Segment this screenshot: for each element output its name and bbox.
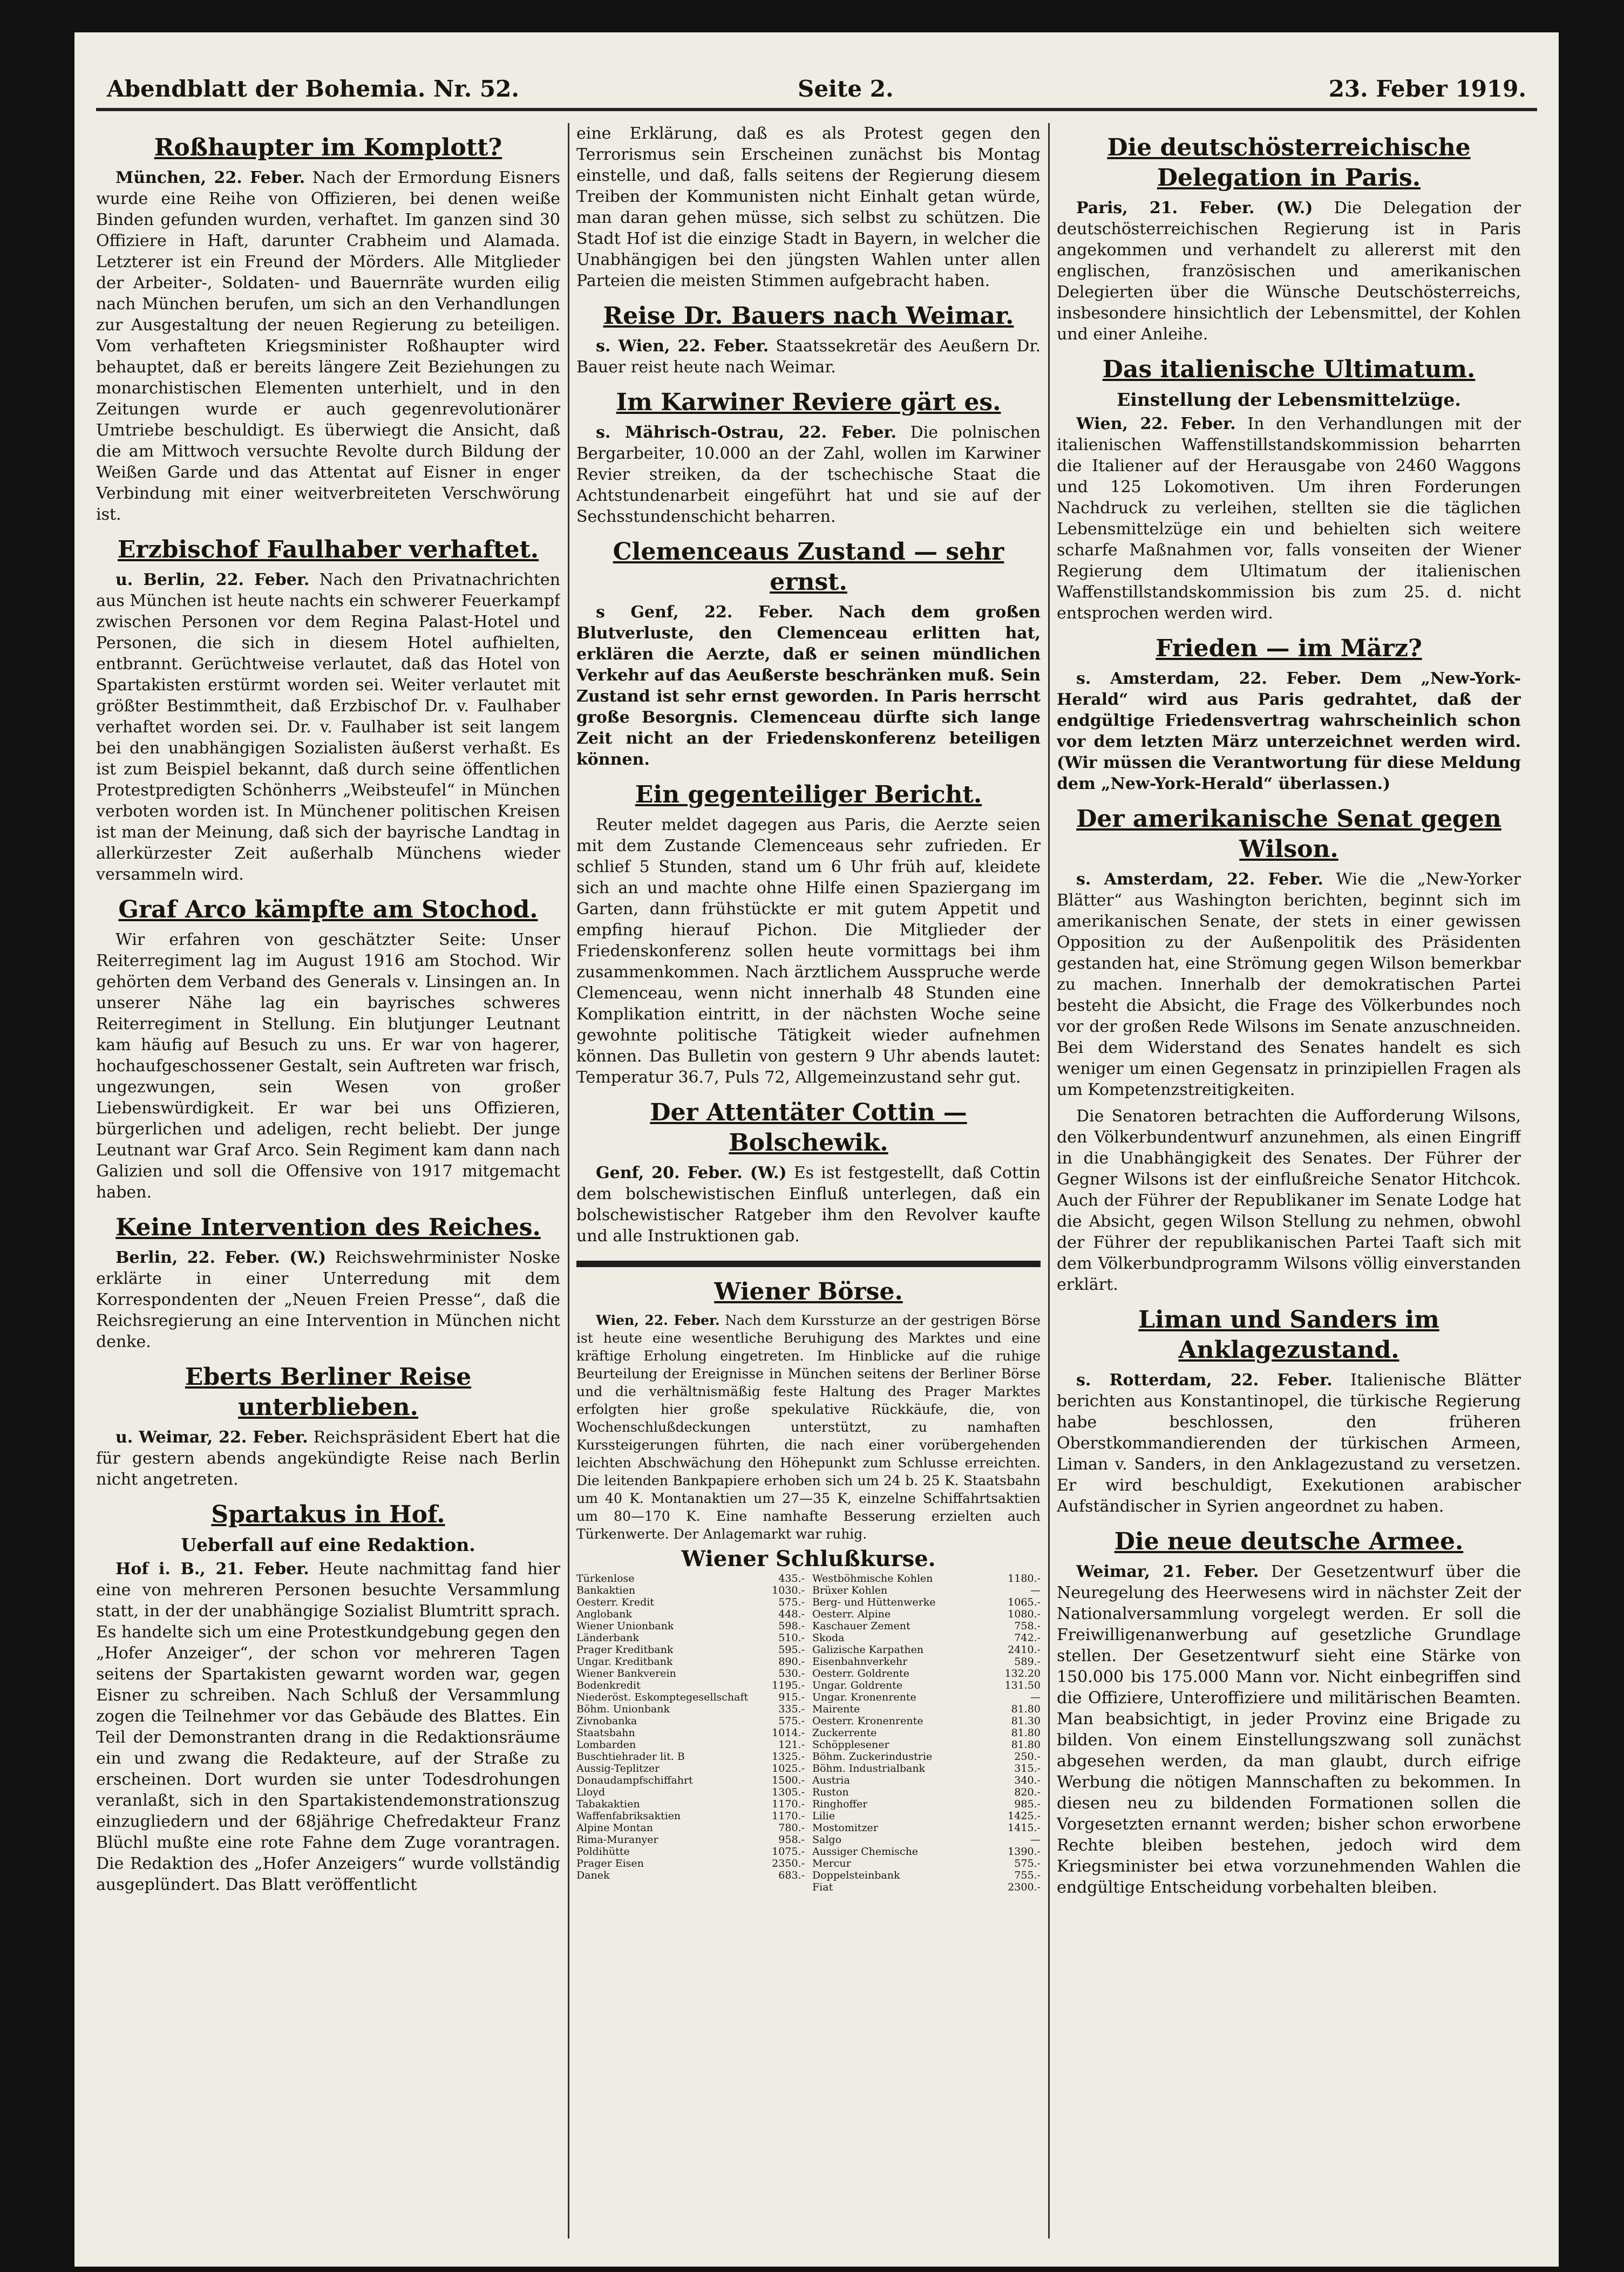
- security-name: Eisenbahnverkehr: [812, 1656, 908, 1668]
- price-row: [812, 1763, 1041, 1774]
- headline: Spartakus in Hof.: [211, 1501, 445, 1528]
- price-row: [576, 1846, 805, 1858]
- security-name: Niederöst. Eskomptegesellschaft: [576, 1691, 749, 1703]
- dateline: München, 22. Feber.: [115, 168, 305, 187]
- security-name: Austria: [812, 1774, 850, 1786]
- security-name: Mercur: [812, 1858, 851, 1869]
- price-row: [576, 1834, 805, 1846]
- security-price: 890.-: [778, 1656, 805, 1668]
- article: [96, 1500, 560, 1895]
- security-price: 742.-: [1014, 1632, 1041, 1644]
- dateline: Wien, 22. Feber.: [1076, 414, 1236, 433]
- security-price: 575.-: [778, 1596, 805, 1608]
- headline: Reise Dr. Bauers nach Weimar.: [603, 302, 1014, 330]
- price-row: [812, 1810, 1041, 1822]
- article-body: [576, 1162, 1041, 1247]
- article-text: Reuter meldet dagegen aus Paris, die Aerzte seien mit dem Zustande Clemenceaus sehr zufrieden. Er schlief 5 Stunden, stand um 6 Uhr früh auf, kleidete sich an und machte ohne Hilfe einen Spaziergang im Garten, dann frühstückte er mit gutem Appetit und empfing hierauf Pichon. Die Mitglieder der Friedenskonferenz sollen heute vormittags bei ihm zusammenkommen. Nach ärztlichem Ausspruche werde Clemenceau, wenn nicht innerhalb 48 Stunden eine Komplikation eintritt, in der nächsten Woche seine gewohnte politische Tätigkeit wieder aufnehmen können. Das Bulletin von gestern 9 Uhr abends lautet: Temperatur 36.7, Puls 72, Allgemeinzustand sehr gut.: [576, 815, 1041, 1087]
- security-name: Bodenkredit: [576, 1679, 641, 1691]
- security-price: 250.-: [1014, 1751, 1041, 1763]
- article-text: Die Senatoren betrachten die Aufforderung Wilsons, den Völkerbundentwurf anzunehmen, als einen Eingriff in die Unabhängigkeit des Senates. Der Führer der Gegner Wilsons ist der einflußreiche Senator Hitchcok. Auch der Führer der Republikaner im Senate Lodge hat die Absicht, gegen Wilson Stellung zu nehmen, obwohl der Führer der republikanischen Partei Taaft sich mit dem Völkerbundprogramm Wilsons völlig einverstanden erklärt.: [1057, 1107, 1521, 1294]
- price-row: [576, 1691, 805, 1703]
- article: [1057, 1527, 1521, 1898]
- dateline: Wien, 22. Feber.: [596, 1312, 720, 1328]
- headline: Liman und Sanders im Anklagezustand.: [1138, 1306, 1439, 1364]
- security-name: Böhm. Industrialbank: [812, 1763, 926, 1774]
- price-row: [812, 1584, 1041, 1596]
- security-price: 2410.-: [1008, 1644, 1041, 1656]
- security-name: Berg- und Hüttenwerke: [812, 1596, 936, 1608]
- column-rule: [1048, 123, 1050, 2239]
- security-price: 1425.-: [1008, 1810, 1041, 1822]
- security-price: 121.-: [778, 1739, 805, 1751]
- security-price: 510.-: [778, 1632, 805, 1644]
- security-price: 755.-: [1014, 1869, 1041, 1881]
- article-text: Reichswehrminister Noske erklärte in einer Unterredung mit dem Korrespondenten der „Neuen Freien Presse“, daß die Reichsregierung an eine Intervention in München nicht denke.: [96, 1248, 560, 1351]
- security-price: 589.-: [1014, 1656, 1041, 1668]
- price-row: [576, 1727, 805, 1739]
- security-name: Türkenlose: [576, 1573, 635, 1584]
- masthead: Abendblatt der Bohemia. Nr. 52.: [107, 76, 519, 102]
- article-body: [96, 1559, 560, 1895]
- price-row: [812, 1774, 1041, 1786]
- security-name: Lloyd: [576, 1786, 606, 1798]
- security-name: Tabakaktien: [576, 1798, 640, 1810]
- subheadline: Einstellung der Lebensmittelzüge.: [1117, 389, 1461, 410]
- article-text: Die polnischen Bergarbeiter, 10.000 an der Zahl, wollen im Karwiner Revier streiken, da der tschechische Staat die Achtstundenarbeit eingeführt hat und sie auf der Sechsstundenschicht beharren.: [576, 423, 1041, 526]
- article-text: Nach dem Kurssturze an der gestrigen Börse ist heute eine wesentliche Beruhigung des Marktes und eine kräftige Erholung eingetreten. Im Hinblicke auf die ruhige Beurteilung der Ereignisse in München seitens der Berliner Börse und die verhältnismäßig feste Haltung des Prager Marktes erfolgten hier große spekulative Rückkäufe, die, von Wochenschlußdeckungen unterstützt, zu namhaften Kurssteigerungen führten, die nach einer vorübergehenden leichten Abschwächung den Höhepunkt zum Schlusse erreichten. Die leitenden Bankpapiere erhoben sich um 24 b. 25 K. Staatsbahn um 40 K. Montanaktien um 27—35 K, einzelne Schiffahrtsaktien um 80—170 K. Eine namhafte Besserung erzielten auch Türkenwerte. Der Anlagemarkt war ruhig.: [576, 1312, 1041, 1542]
- price-row: [812, 1822, 1041, 1834]
- article: [1057, 133, 1521, 345]
- security-name: Alpine Montan: [576, 1822, 653, 1834]
- price-row: [812, 1846, 1041, 1858]
- security-price: 335.-: [778, 1703, 805, 1715]
- security-price: 915.-: [778, 1691, 805, 1703]
- security-name: Poldihütte: [576, 1846, 630, 1858]
- article-body: [1057, 668, 1521, 794]
- security-price: 1170.-: [772, 1810, 805, 1822]
- article: [1057, 1305, 1521, 1517]
- article-body: [1057, 413, 1521, 624]
- article: [1057, 355, 1521, 624]
- price-row: [576, 1656, 805, 1668]
- article: [96, 895, 560, 1203]
- security-price: 780.-: [778, 1822, 805, 1834]
- security-name: Waffenfabriksaktien: [576, 1810, 681, 1822]
- article-body: [576, 1311, 1041, 1543]
- price-row: [576, 1632, 805, 1644]
- price-row: [576, 1608, 805, 1620]
- price-row: [576, 1739, 805, 1751]
- article-body: [576, 336, 1041, 378]
- security-price: 683.-: [778, 1869, 805, 1881]
- price-row: [576, 1858, 805, 1869]
- article-text: Nach dem großen Blutverluste, den Clemenceau erlitten hat, erklären die Aerzte, daß er seinen mündlichen Verkehr auf das Aeußerste beschränken muß. Sein Zustand ist sehr ernst geworden. In Paris herrscht große Besorgnis. Clemenceau dürfte sich lange Zeit nicht an der Friedenskonferenz beteiligen können.: [576, 603, 1041, 769]
- security-name: Mostomitzer: [812, 1822, 878, 1834]
- security-price: 448.-: [778, 1608, 805, 1620]
- security-price: 435.-: [778, 1573, 805, 1584]
- article-body: [1057, 869, 1521, 1100]
- dateline: s. Wien, 22. Feber.: [596, 337, 769, 356]
- security-name: Ungar. Kreditbank: [576, 1656, 673, 1668]
- security-price: 132.20: [1004, 1668, 1041, 1679]
- dateline: s Genf, 22. Feber.: [596, 603, 814, 622]
- security-name: Schöpplesener: [812, 1739, 889, 1751]
- dateline: s. Mährisch-Ostrau, 22. Feber.: [596, 423, 896, 442]
- prices-column-right: [812, 1573, 1041, 1893]
- security-price: 575.-: [1014, 1858, 1041, 1869]
- price-row: [812, 1786, 1041, 1798]
- price-row: [576, 1751, 805, 1763]
- article-text: Heute nachmittag fand hier eine von mehreren Personen besuchte Versammlung statt, in der der unabhängige Sozialist Blumtritt sprach. Es handelte sich um eine Protestkundgebung gegen den „Hofer Anzeiger“, der schon vor mehreren Tagen seitens der Spartakisten gewarnt worden war, gegen Eisner zu schreiben. Nach Schluß der Versammlung zogen die Teilnehmer vor das Gebäude des Blattes. Ein Teil der Demonstranten drang in die Redaktionsräume ein und zwang die Redakteure, auf der Straße zu erscheinen. Dort wurden sie unter Todesdrohungen veranlaßt, sich in den Spartakistendemonstrationszug einzugliedern und der 68jährige Chefredakteur Franz Blüchl mußte eine rote Fahne dem Zuge vorantragen. Die Redaktion des „Hofer Anzeigers“ wurde vollständig ausgeplündert. Das Blatt veröffentlicht: [96, 1560, 560, 1894]
- price-row: [812, 1834, 1041, 1846]
- price-row: [576, 1703, 805, 1715]
- security-price: 530.-: [778, 1668, 805, 1679]
- security-price: —: [1030, 1691, 1041, 1703]
- headline: Roßhaupter im Komplott?: [154, 134, 502, 161]
- article-text: Reichspräsident Ebert hat die für gestern abends angekündigte Reise nach Berlin nicht angetreten.: [96, 1428, 560, 1489]
- price-row: [576, 1644, 805, 1656]
- dateline: Weimar, 21. Feber.: [1076, 1562, 1259, 1581]
- security-name: Ungar. Kronenrente: [812, 1691, 916, 1703]
- security-name: Oesterr. Kredit: [576, 1596, 655, 1608]
- price-row: [812, 1691, 1041, 1703]
- article-text: In den Verhandlungen mit der italienischen Waffenstillstandskommission beharrten die Italiener auf der Herausgabe von 2460 Waggons und 125 Lokomotiven. Um ihren Forderungen Nachdruck zu verleihen, stellten sie die täglichen Lebensmittelzüge ein und behielten sich weitere scharfe Maßnahmen vor, falls vonseiten der Wiener Regierung dem Ultimatum der italienischen Waffenstillstandskommission bis zum 25. d. nicht entsprochen werden wird.: [1057, 414, 1521, 623]
- security-price: 2300.-: [1008, 1881, 1041, 1893]
- dateline: u. Weimar, 22. Feber.: [115, 1428, 308, 1447]
- article-body: [1057, 198, 1521, 345]
- security-price: 315.-: [1014, 1763, 1041, 1774]
- security-price: 1500.-: [772, 1774, 805, 1786]
- price-row: [812, 1881, 1041, 1893]
- security-name: Kaschauer Zement: [812, 1620, 910, 1632]
- security-price: 81.80: [1011, 1739, 1041, 1751]
- price-row: [812, 1679, 1041, 1691]
- newspaper-page: [74, 32, 1559, 2267]
- security-price: 595.-: [778, 1644, 805, 1656]
- headline: Die neue deutsche Armee.: [1114, 1528, 1464, 1555]
- security-name: Ringhoffer: [812, 1798, 868, 1810]
- headline: Die deutschösterreichische Delegation in Paris.: [1107, 134, 1471, 192]
- security-name: Oesterr. Alpine: [812, 1608, 891, 1620]
- price-row: [812, 1703, 1041, 1715]
- headline: Wiener Börse.: [714, 1278, 903, 1305]
- dateline: s. Amsterdam, 22. Feber.: [1076, 669, 1342, 688]
- security-price: 1390.-: [1008, 1846, 1041, 1858]
- section-divider: [576, 1261, 1041, 1267]
- security-name: Buschtiehrader lit. B: [576, 1751, 685, 1763]
- page-number: Seite 2.: [798, 76, 894, 102]
- price-row: [812, 1573, 1041, 1584]
- closing-prices-title: Wiener Schlußkurse.: [681, 1546, 936, 1572]
- security-name: Doppelsteinbank: [812, 1869, 900, 1881]
- article-continuation: eine Erklärung, daß es als Protest gegen den Terrorismus sein Erscheinen zunächst bis Montag einstelle, und daß, falls seitens der Regierung diesem Treiben der Kommunisten nicht Einhalt getan würde, man daran gehen müsse, sich selbst zu schützen. Die Stadt Hof ist die einzige Stadt in Bayern, in welcher die Unabhängigen bei den jüngsten Wahlen unter allen Parteien die meisten Stimmen aufgebracht haben.: [576, 124, 1041, 290]
- security-price: 1325.-: [772, 1751, 805, 1763]
- security-name: Rima-Muranyer: [576, 1834, 658, 1846]
- price-row: [812, 1608, 1041, 1620]
- price-row: [812, 1869, 1041, 1881]
- headline: Erzbischof Faulhaber verhaftet.: [117, 536, 539, 563]
- security-price: 1014.-: [772, 1727, 805, 1739]
- security-name: Wiener Bankverein: [576, 1668, 676, 1679]
- security-name: Salgo: [812, 1834, 842, 1846]
- article-body: [1057, 1561, 1521, 1898]
- article-text: Nach den Privatnachrichten aus München ist heute nachts ein schwerer Feuerkampf zwischen Personen vor dem Regina Palast-Hotel und Personen, die sich in diesem Hotel aufhielten, entbrannt. Gerüchtweise verlautet, daß das Hotel von Spartakisten erstürmt worden sei. Weiter verlautet mit größter Bestimmtheit, daß Erzbischof Dr. v. Faulhaber verhaftet worden sei. Dr. v. Faulhaber ist seit langem bei den unabhängigen Sozialisten äußerst verhaßt. Es ist zum Beispiel bekannt, daß durch seine öffentlichen Protestpredigten Schönherrs „Weibsteufel“ in München verboten worden ist. In Münchener politischen Kreisen ist man der Meinung, daß sich der bayrische Landtag in allerkürzester Zeit außerhalb Münchens wieder versammeln wird.: [96, 570, 560, 884]
- security-name: Zivnobanka: [576, 1715, 637, 1727]
- dateline: u. Berlin, 22. Feber.: [115, 570, 310, 589]
- security-name: Lilie: [812, 1810, 835, 1822]
- price-row: [812, 1751, 1041, 1763]
- article-text: Die Delegation der deutschösterreichischen Regierung ist in Paris angekommen und verhandelt zu allererst mit den englischen, französischen und amerikanischen Delegierten über die Wünsche Deutschösterreichs, insbesondere hinsichtlich der Lebensmittel, der Kohlen und einer Anleihe.: [1057, 199, 1521, 344]
- article: [576, 387, 1041, 527]
- security-price: 1305.-: [772, 1786, 805, 1798]
- price-row: [812, 1656, 1041, 1668]
- security-price: 81.80: [1011, 1703, 1041, 1715]
- security-price: 81.80: [1011, 1727, 1041, 1739]
- headline: Keine Intervention des Reiches.: [115, 1214, 541, 1241]
- headline: Eberts Berliner Reise unterblieben.: [185, 1363, 472, 1421]
- price-row: [812, 1620, 1041, 1632]
- security-price: 1025.-: [772, 1763, 805, 1774]
- headline: Das italienische Ultimatum.: [1102, 356, 1476, 383]
- headline: Der Attentäter Cottin — Bolschewik.: [650, 1099, 967, 1157]
- headline: Ein gegenteiliger Bericht.: [635, 781, 982, 808]
- article: [1057, 804, 1521, 1295]
- article: [96, 535, 560, 885]
- security-price: —: [1030, 1584, 1041, 1596]
- security-price: 1030.-: [772, 1584, 805, 1596]
- security-price: 758.-: [1014, 1620, 1041, 1632]
- column-rule: [568, 123, 569, 2239]
- security-name: Staatsbahn: [576, 1727, 635, 1739]
- security-price: 575.-: [778, 1715, 805, 1727]
- security-name: Oesterr. Goldrente: [812, 1668, 909, 1679]
- price-row: [812, 1596, 1041, 1608]
- dateline: Hof i. B., 21. Feber.: [115, 1560, 309, 1579]
- security-name: Prager Kreditbank: [576, 1644, 674, 1656]
- security-price: —: [1030, 1834, 1041, 1846]
- headline: Clemenceaus Zustand — sehr ernst.: [613, 538, 1004, 596]
- dateline: s. Rotterdam, 22. Feber.: [1076, 1371, 1333, 1390]
- article-text: Nach der Ermordung Eisners wurde eine Reihe von Offizieren, bei denen weiße Binden gefunden wurden, verhaftet. Im ganzen sind 30 Offiziere in Haft, darunter Crabheim und Alamada. Letzterer ist ein Freund der Mörders. Alle Mitglieder der Arbeiter-, Soldaten- und Bauernräte wurden eilig nach München berufen, um sich an den Verhandlungen zur Ausgestaltung der neuen Regierung zu beteiligen. Vom verhafteten Kriegsminister Roßhaupter wird behauptet, daß er bereits längere Zeit Beziehungen zu monarchistischen Elementen unterhielt, und in den Zeitungen wurde er auch gegenrevolutionärer Umtriebe beschuldigt. Es überwiegt die Ansicht, daß die am Mittwoch versuchte Revolte durch Bildung der Weißen Garde und das Attentat auf Eisner in enger Verbindung mit einer weitverbreiteten Verschwörung ist.: [96, 168, 560, 524]
- article-body: [96, 1427, 560, 1490]
- security-price: 1195.-: [772, 1679, 805, 1691]
- price-row: [576, 1810, 805, 1822]
- stock-market-section: [576, 1277, 1041, 1893]
- security-price: 1180.-: [1008, 1573, 1041, 1584]
- security-name: Galizische Karpathen: [812, 1644, 924, 1656]
- headline: Im Karwiner Reviere gärt es.: [616, 389, 1001, 416]
- article-body: [1057, 1370, 1521, 1517]
- price-row: [812, 1715, 1041, 1727]
- security-price: 820.-: [1014, 1786, 1041, 1798]
- headline: Der amerikanische Senat gegen Wilson.: [1076, 805, 1501, 863]
- article-text: Dem „New-York-Herald“ wird aus Paris gedrahtet, daß der endgültige Friedensvertrag wahrscheinlich schon vor dem letzten März unterzeichnet werden wird. (Wir müssen die Verantwortung für diese Meldung dem „New-York-Herald“ überlassen.): [1057, 669, 1521, 793]
- article-body: [96, 569, 560, 885]
- article-text: Der Gesetzentwurf über die Neuregelung des Heerwesens wird in nächster Zeit der Nationalversammlung vorgelegt werden. Er soll die Freiwilligenanwerbung auf gesetzliche Grundlage stellen. Der Gesetzentwurf sieht eine Stärke von 150.000 bis 175.000 Mann vor. Nicht einbegriffen sind die Offiziere, Unteroffiziere und militärischen Beamten. Man beabsichtigt, in jeder Provinz eine Brigade zu bilden. Von einem Einstellungszwang soll zunächst abgesehen werden, da man glaubt, durch eifrige Werbung die nötigen Mannschaften zu bekommen. In diesen neu zu bildenden Formationen sollen die Vorgesetzten ernannt werden; bisher schon erworbene Rechte bleiben bestehen, jedoch wird dem Kriegsminister bei etwa vorzunehmenden Wahlen die endgültige Entscheidung vorbehalten bleiben.: [1057, 1562, 1521, 1897]
- security-name: Oesterr. Kronenrente: [812, 1715, 923, 1727]
- price-row: [812, 1644, 1041, 1656]
- security-name: Westböhmische Kohlen: [812, 1573, 933, 1584]
- security-name: Lombarden: [576, 1739, 636, 1751]
- page-header: [96, 76, 1537, 111]
- price-row: [576, 1774, 805, 1786]
- price-row: [576, 1822, 805, 1834]
- security-name: Prager Eisen: [576, 1858, 644, 1869]
- price-row: [576, 1573, 805, 1584]
- security-name: Länderbank: [576, 1632, 639, 1644]
- price-row: [576, 1679, 805, 1691]
- issue-date: 23. Feber 1919.: [1328, 76, 1526, 102]
- price-row: [812, 1739, 1041, 1751]
- security-price: 1415.-: [1008, 1822, 1041, 1834]
- price-row: [812, 1858, 1041, 1869]
- price-row: [576, 1869, 805, 1881]
- article: [576, 537, 1041, 770]
- security-name: Bankaktien: [576, 1584, 636, 1596]
- security-name: Mairente: [812, 1703, 860, 1715]
- security-price: 2350.-: [772, 1858, 805, 1869]
- security-name: Brüxer Kohlen: [812, 1584, 888, 1596]
- article-body: [96, 167, 560, 525]
- security-name: Böhm. Zuckerindustrie: [812, 1751, 933, 1763]
- article: [96, 1213, 560, 1352]
- article-text: Italienische Blätter berichten aus Konstantinopel, die türkische Regierung habe beschlossen, den früheren Oberstkommandierenden der türkischen Armeen, Liman v. Sanders, in den Anklagezustand zu versetzen. Er wird beschuldigt, Exekutionen arabischer Aufständischer in Syrien angeordnet zu haben.: [1057, 1371, 1521, 1516]
- column-right: [1057, 123, 1521, 2239]
- price-row: [812, 1727, 1041, 1739]
- price-row: [576, 1596, 805, 1608]
- security-price: 985.-: [1014, 1798, 1041, 1810]
- price-row: [576, 1798, 805, 1810]
- prices-column-left: [576, 1573, 805, 1893]
- article-text: Es ist festgestellt, daß Cottin dem bolschewistischen Einfluß unterlegen, daß ein bolschewistischer Ratgeber ihm den Revolver kaufte und alle Instruktionen gab.: [576, 1164, 1041, 1246]
- article: [96, 1362, 560, 1490]
- article-body: [96, 1247, 560, 1352]
- security-price: 1065.-: [1008, 1596, 1041, 1608]
- security-name: Fiat: [812, 1881, 833, 1893]
- security-name: Wiener Unionbank: [576, 1620, 674, 1632]
- article: [576, 780, 1041, 1088]
- column-middle: [576, 123, 1041, 2239]
- security-name: Ruston: [812, 1786, 849, 1798]
- price-row: [812, 1668, 1041, 1679]
- security-name: Anglobank: [576, 1608, 632, 1620]
- article: [576, 1098, 1041, 1247]
- headline: Frieden — im März?: [1156, 635, 1422, 662]
- article-body: [576, 422, 1041, 527]
- article-body: [576, 602, 1041, 770]
- column-left: [96, 123, 560, 2239]
- article: [576, 301, 1041, 378]
- article-text: Staatssekretär des Aeußern Dr. Bauer reist heute nach Weimar.: [576, 337, 1041, 377]
- article-text: Wie die „New-Yorker Blätter“ aus Washington berichten, beginnt sich im amerikanischen Senate, der stets in einer gewissen Opposition zu der Außenpolitik des Präsidenten gestanden hat, eine Strömung gegen Wilson bemerkbar zu machen. Innerhalb der demokratischen Partei besteht die Absicht, die Frage des Völkerbundes noch vor der großen Rede Wilsons im Senate anzuschneiden. Bei dem Widerstand des Senates handelt es sich weniger um einen Gegensatz in prinzipiellen Fragen als um Kompetenzstreitigkeiten.: [1057, 870, 1521, 1099]
- article: [1057, 634, 1521, 794]
- price-row: [576, 1584, 805, 1596]
- security-price: 1170.-: [772, 1798, 805, 1810]
- price-row: [812, 1798, 1041, 1810]
- dateline: Genf, 20. Feber. (W.): [596, 1164, 787, 1182]
- price-row: [576, 1620, 805, 1632]
- security-price: 131.50: [1004, 1679, 1041, 1691]
- security-price: 1075.-: [772, 1846, 805, 1858]
- subheadline: Ueberfall auf eine Redaktion.: [181, 1534, 475, 1555]
- headline: Graf Arco kämpfte am Stochod.: [118, 896, 538, 923]
- security-name: Skoda: [812, 1632, 845, 1644]
- security-price: 958.-: [778, 1834, 805, 1846]
- article-text: Wir erfahren von geschätzter Seite: Unser Reiterregiment lag im August 1916 am Stochod. Wir gehörten dem Verband des Generals v. Linsingen an. In unserer Nähe lag ein bayrisches schweres Reiterregiment in Stellung. Ein blutjunger Leutnant kam häufig auf Besuch zu uns. Er war von hagerer, hochaufgeschossener Gestalt, sein Auftreten war frisch, ungezwungen, sein Wesen von großer Liebenswürdigkeit. Er war bei uns Offizieren, bürgerlichen und adeligen, recht beliebt. Der junge Leutnant war Graf Arco. Sein Regiment kam dann nach Galizien und soll die Offensive von 1917 mitgemacht haben.: [96, 930, 560, 1202]
- article: [96, 133, 560, 525]
- security-name: Aussiger Chemische: [812, 1846, 919, 1858]
- security-name: Aussig-Teplitzer: [576, 1763, 660, 1774]
- closing-prices-table: [576, 1573, 1041, 1893]
- dateline: Berlin, 22. Feber. (W.): [115, 1248, 327, 1267]
- security-name: Zuckerrente: [812, 1727, 877, 1739]
- price-row: [576, 1668, 805, 1679]
- security-name: Ungar. Goldrente: [812, 1679, 903, 1691]
- price-row: [576, 1763, 805, 1774]
- price-row: [576, 1715, 805, 1727]
- security-name: Danek: [576, 1869, 610, 1881]
- security-price: 598.-: [778, 1620, 805, 1632]
- dateline: Paris, 21. Feber. (W.): [1076, 199, 1313, 217]
- price-row: [812, 1632, 1041, 1644]
- price-row: [576, 1786, 805, 1798]
- security-price: 81.30: [1011, 1715, 1041, 1727]
- security-name: Donaudampfschiffahrt: [576, 1774, 693, 1786]
- security-price: 340.-: [1014, 1774, 1041, 1786]
- security-name: Böhm. Unionbank: [576, 1703, 670, 1715]
- dateline: s. Amsterdam, 22. Feber.: [1076, 870, 1323, 889]
- security-price: 1080.-: [1008, 1608, 1041, 1620]
